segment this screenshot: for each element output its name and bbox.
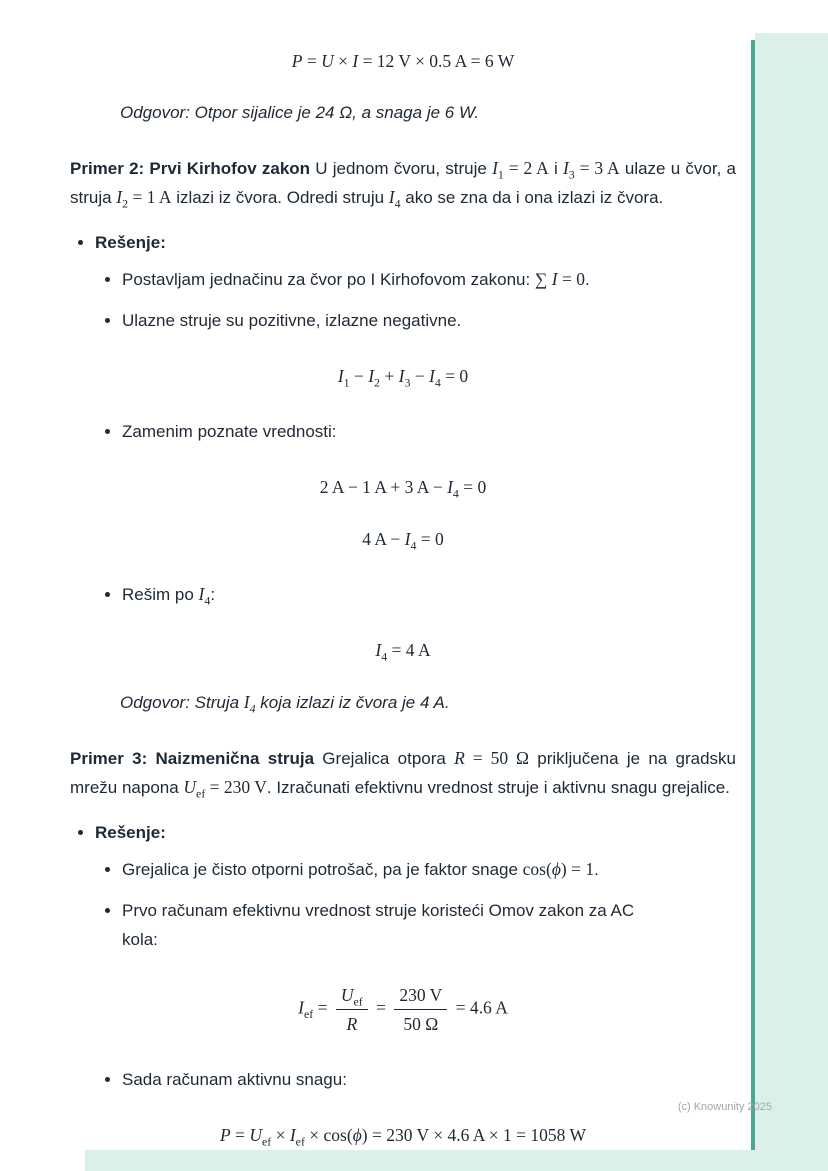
step-power: Sada računam aktivnu snagu: <box>122 1070 347 1089</box>
side-accent-line <box>751 40 755 1171</box>
list-item-solve-i4 <box>70 580 736 609</box>
primer2-body: U jednom čvoru, struje $I_1 = 2$ A i $I_3 = 3$ A ulaze u čvor, a struja $I_2 = 1$ A izlazi iz čvora. Odredi struju $I_4$ ako se zna da i ona izlazi iz čvora. <box>70 158 736 211</box>
step-kirchhoff: Postavljam jednačinu za čvor po I Kirhofovom zakonu: ∑ I = 0. <box>122 269 590 289</box>
list-item-resenje-primer3 <box>70 818 736 847</box>
step-solve: Rešim po $I_4$: <box>122 584 216 608</box>
bullet-dot <box>105 277 110 282</box>
bullet-dot <box>105 592 110 597</box>
equation-node-result: $I_4 = 4$ A <box>375 640 431 664</box>
paragraph-primer3 <box>70 744 736 802</box>
answer-node: Odgovor: Struja $I_4$ koja izlazi iz čvora je 4 A. <box>120 692 450 716</box>
list-item-current-signs <box>70 306 736 335</box>
primer3-body: Grejalica otpora R = 50 Ω priključena je na gradsku mrežu napona $U_{ef} = 230$ V. Izračunati efektivnu vrednost struje i aktivnu snagu grejalice. <box>70 748 737 801</box>
answer-bulb: Odgovor: Otpor sijalice je 24 Ω, a snaga je 6 W. <box>120 103 480 122</box>
equation-node-values: 2 A − 1 A + 3 $A - I_4 = 0$ <box>319 477 487 501</box>
primer2-title: Primer 2: Prvi Kirhofov zakon <box>70 159 311 178</box>
list-item-resenje-primer2 <box>70 228 736 257</box>
bullet-dot <box>78 830 83 835</box>
step-ohm: Prvo računam efektivnu vrednost struje koristeći Omov zakon za AC kola: <box>122 901 635 949</box>
bullet-dot <box>105 908 110 913</box>
step-resistive: Grejalica je čisto otporni potrošač, pa je faktor snage cos(ϕ) = 1. <box>122 859 599 879</box>
equation-node-general: $I_1 - I_2 + I_3 - I_4 = 0$ <box>337 366 469 390</box>
step-substitute: Zamenim poznate vrednosti: <box>122 422 337 441</box>
document-content <box>70 50 736 1171</box>
paragraph-primer2 <box>70 154 736 212</box>
list-item-active-power <box>70 1065 736 1094</box>
list-item-resistive-load <box>70 855 736 884</box>
equation-ief-fraction: $I_{ef}$ = $\frac{U_{ef}}{R}$ = $\frac{230 V}{50 \Omega}$ = 4.6 A <box>298 985 508 1034</box>
equation-active-power: $P = U_{ef} \times I_{ef} \times \cos(\phi) = 230$ V × 4.6 A × 1 = 1058 W <box>220 1125 586 1149</box>
step-signs: Ulazne struje su pozitivne, izlazne negativne. <box>122 311 462 330</box>
bullet-dot <box>105 867 110 872</box>
resenje-label-primer2: Rešenje: <box>95 233 166 252</box>
resenje-label-primer3: Rešenje: <box>95 823 166 842</box>
side-strip <box>755 33 828 1171</box>
bullet-dot <box>105 318 110 323</box>
equation-node-reduced: 4 $A - I_4 = 0$ <box>362 529 444 553</box>
list-item-kirchhoff-equation <box>70 265 736 294</box>
list-item-substitute-values <box>70 417 736 446</box>
bullet-dot <box>78 240 83 245</box>
watermark: (c) Knowunity 2025 <box>677 1101 772 1113</box>
primer3-title: Primer 3: Naizmenična struja <box>70 749 315 768</box>
list-item-ohm-ac <box>70 896 736 954</box>
equation-power-bulb: P = U × I = 12 V × 0.5 A = 6 W <box>291 51 515 71</box>
bullet-dot <box>105 1077 110 1082</box>
bullet-dot <box>105 429 110 434</box>
